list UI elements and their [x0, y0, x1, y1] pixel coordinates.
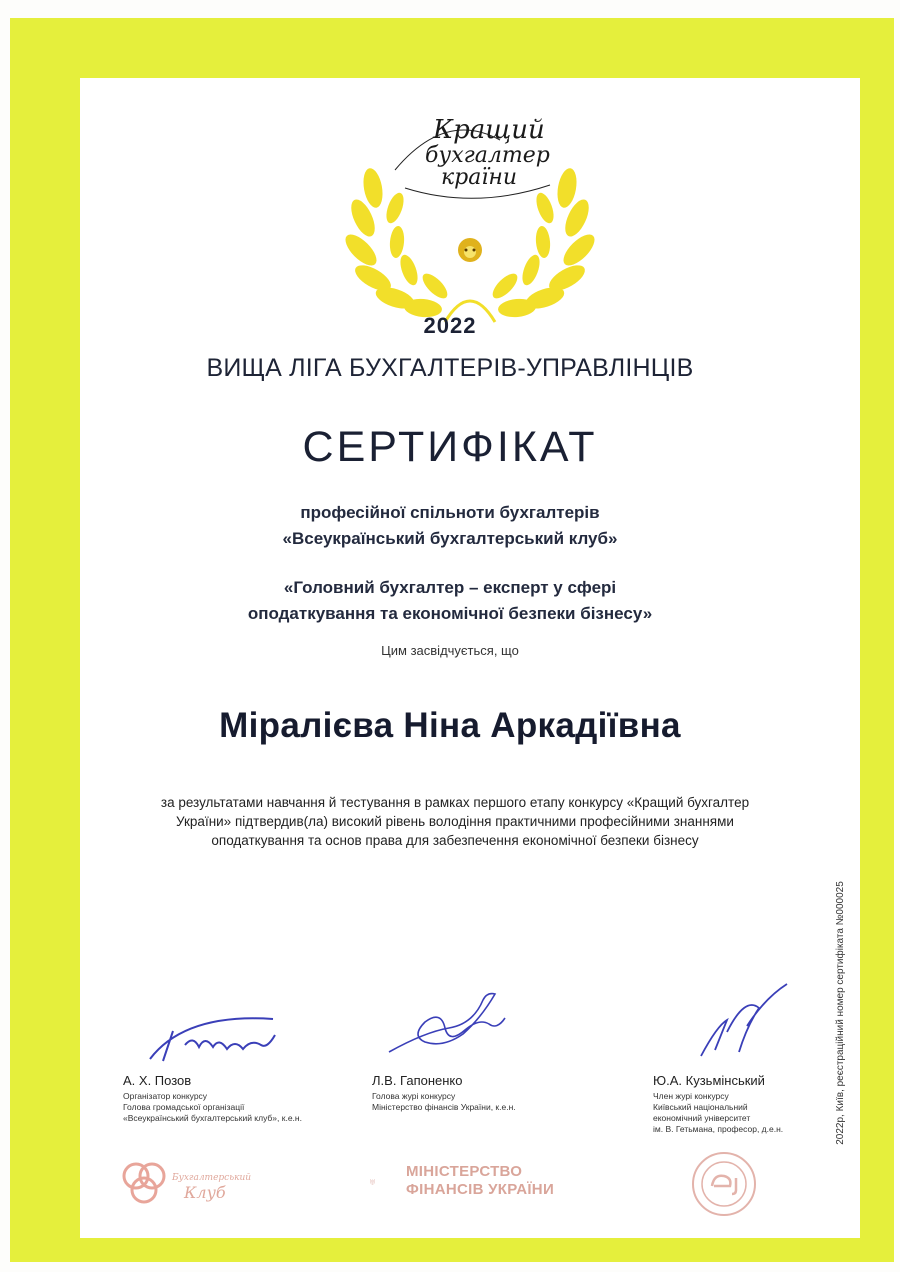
best-accountant-logo	[325, 100, 615, 340]
svg-text:країни: країни	[441, 165, 518, 190]
trident-icon	[371, 1179, 375, 1184]
recipient-name: Міралієва Ніна Аркадіївна	[219, 706, 681, 745]
signatory-name: Ю.А. Кузьмінський	[653, 1073, 765, 1088]
signature-kuzminskyi	[695, 978, 795, 1062]
university-seal-logo	[690, 1150, 758, 1218]
signatory-role: Голова журі конкурсу Міністерство фінансів України, к.е.н.	[372, 1091, 516, 1112]
signatory-name: А. Х. Позов	[123, 1073, 192, 1088]
svg-text:Кращий: Кращий	[433, 115, 545, 145]
community-line: «Всеукраїнський бухгалтерський клуб»	[282, 529, 618, 548]
community-line: професійної спільноти бухгалтерів	[300, 503, 600, 522]
certificate-body	[130, 793, 780, 850]
svg-text:Клуб: Клуб	[184, 1183, 226, 1202]
signatory-name: Л.В. Гапоненко	[372, 1073, 463, 1088]
body-line: України» підтвердив(ла) високий рівень володіння практичними професійними знаннями	[176, 814, 734, 829]
ministry-logo	[370, 1160, 400, 1204]
contest-line: «Головний бухгалтер – експерт у сфері	[283, 578, 617, 597]
certificate-title: СЕРТИФІКАТ	[302, 423, 598, 471]
registration-number: 2022р, Київ, реєстраційний номер сертифіката №000025	[835, 881, 846, 1145]
community-text	[0, 500, 900, 552]
signatory-role: Член журі конкурсу Київський національний економічний університет ім. В. Гетьмана, професор, д.е.н.	[653, 1091, 784, 1134]
svg-text:бухгалтер: бухгалтер	[425, 143, 550, 168]
certify-text: Цим засвідчується, що	[381, 643, 519, 658]
league-heading: ВИЩА ЛІГА БУХГАЛТЕРІВ-УПРАВЛІНЦІВ	[206, 354, 694, 382]
certificate-year: 2022	[423, 313, 477, 338]
signature-pozov	[145, 1005, 285, 1067]
body-line: оподаткування та основ права для забезпечення економічної безпеки бізнесу	[211, 833, 699, 848]
signature-haponenko	[385, 988, 510, 1060]
ministry-name: МІНІСТЕРСТВО ФІНАНСІВ УКРАЇНИ	[406, 1163, 555, 1198]
accounting-club-logo	[118, 1156, 258, 1212]
signatory-role: Організатор конкурсу Голова громадської організації «Всеукраїнський бухгалтерський клуб», к.е.н.	[123, 1091, 302, 1123]
contest-text	[0, 575, 900, 627]
svg-text:Бухгалтерський: Бухгалтерський	[172, 1173, 252, 1183]
lion-head-icon	[458, 238, 482, 262]
body-line: за результатами навчання й тестування в рамках першого етапу конкурсу «Кращий бухгалтер	[160, 795, 750, 810]
contest-line: оподаткування та економічної безпеки бізнесу»	[247, 604, 653, 623]
